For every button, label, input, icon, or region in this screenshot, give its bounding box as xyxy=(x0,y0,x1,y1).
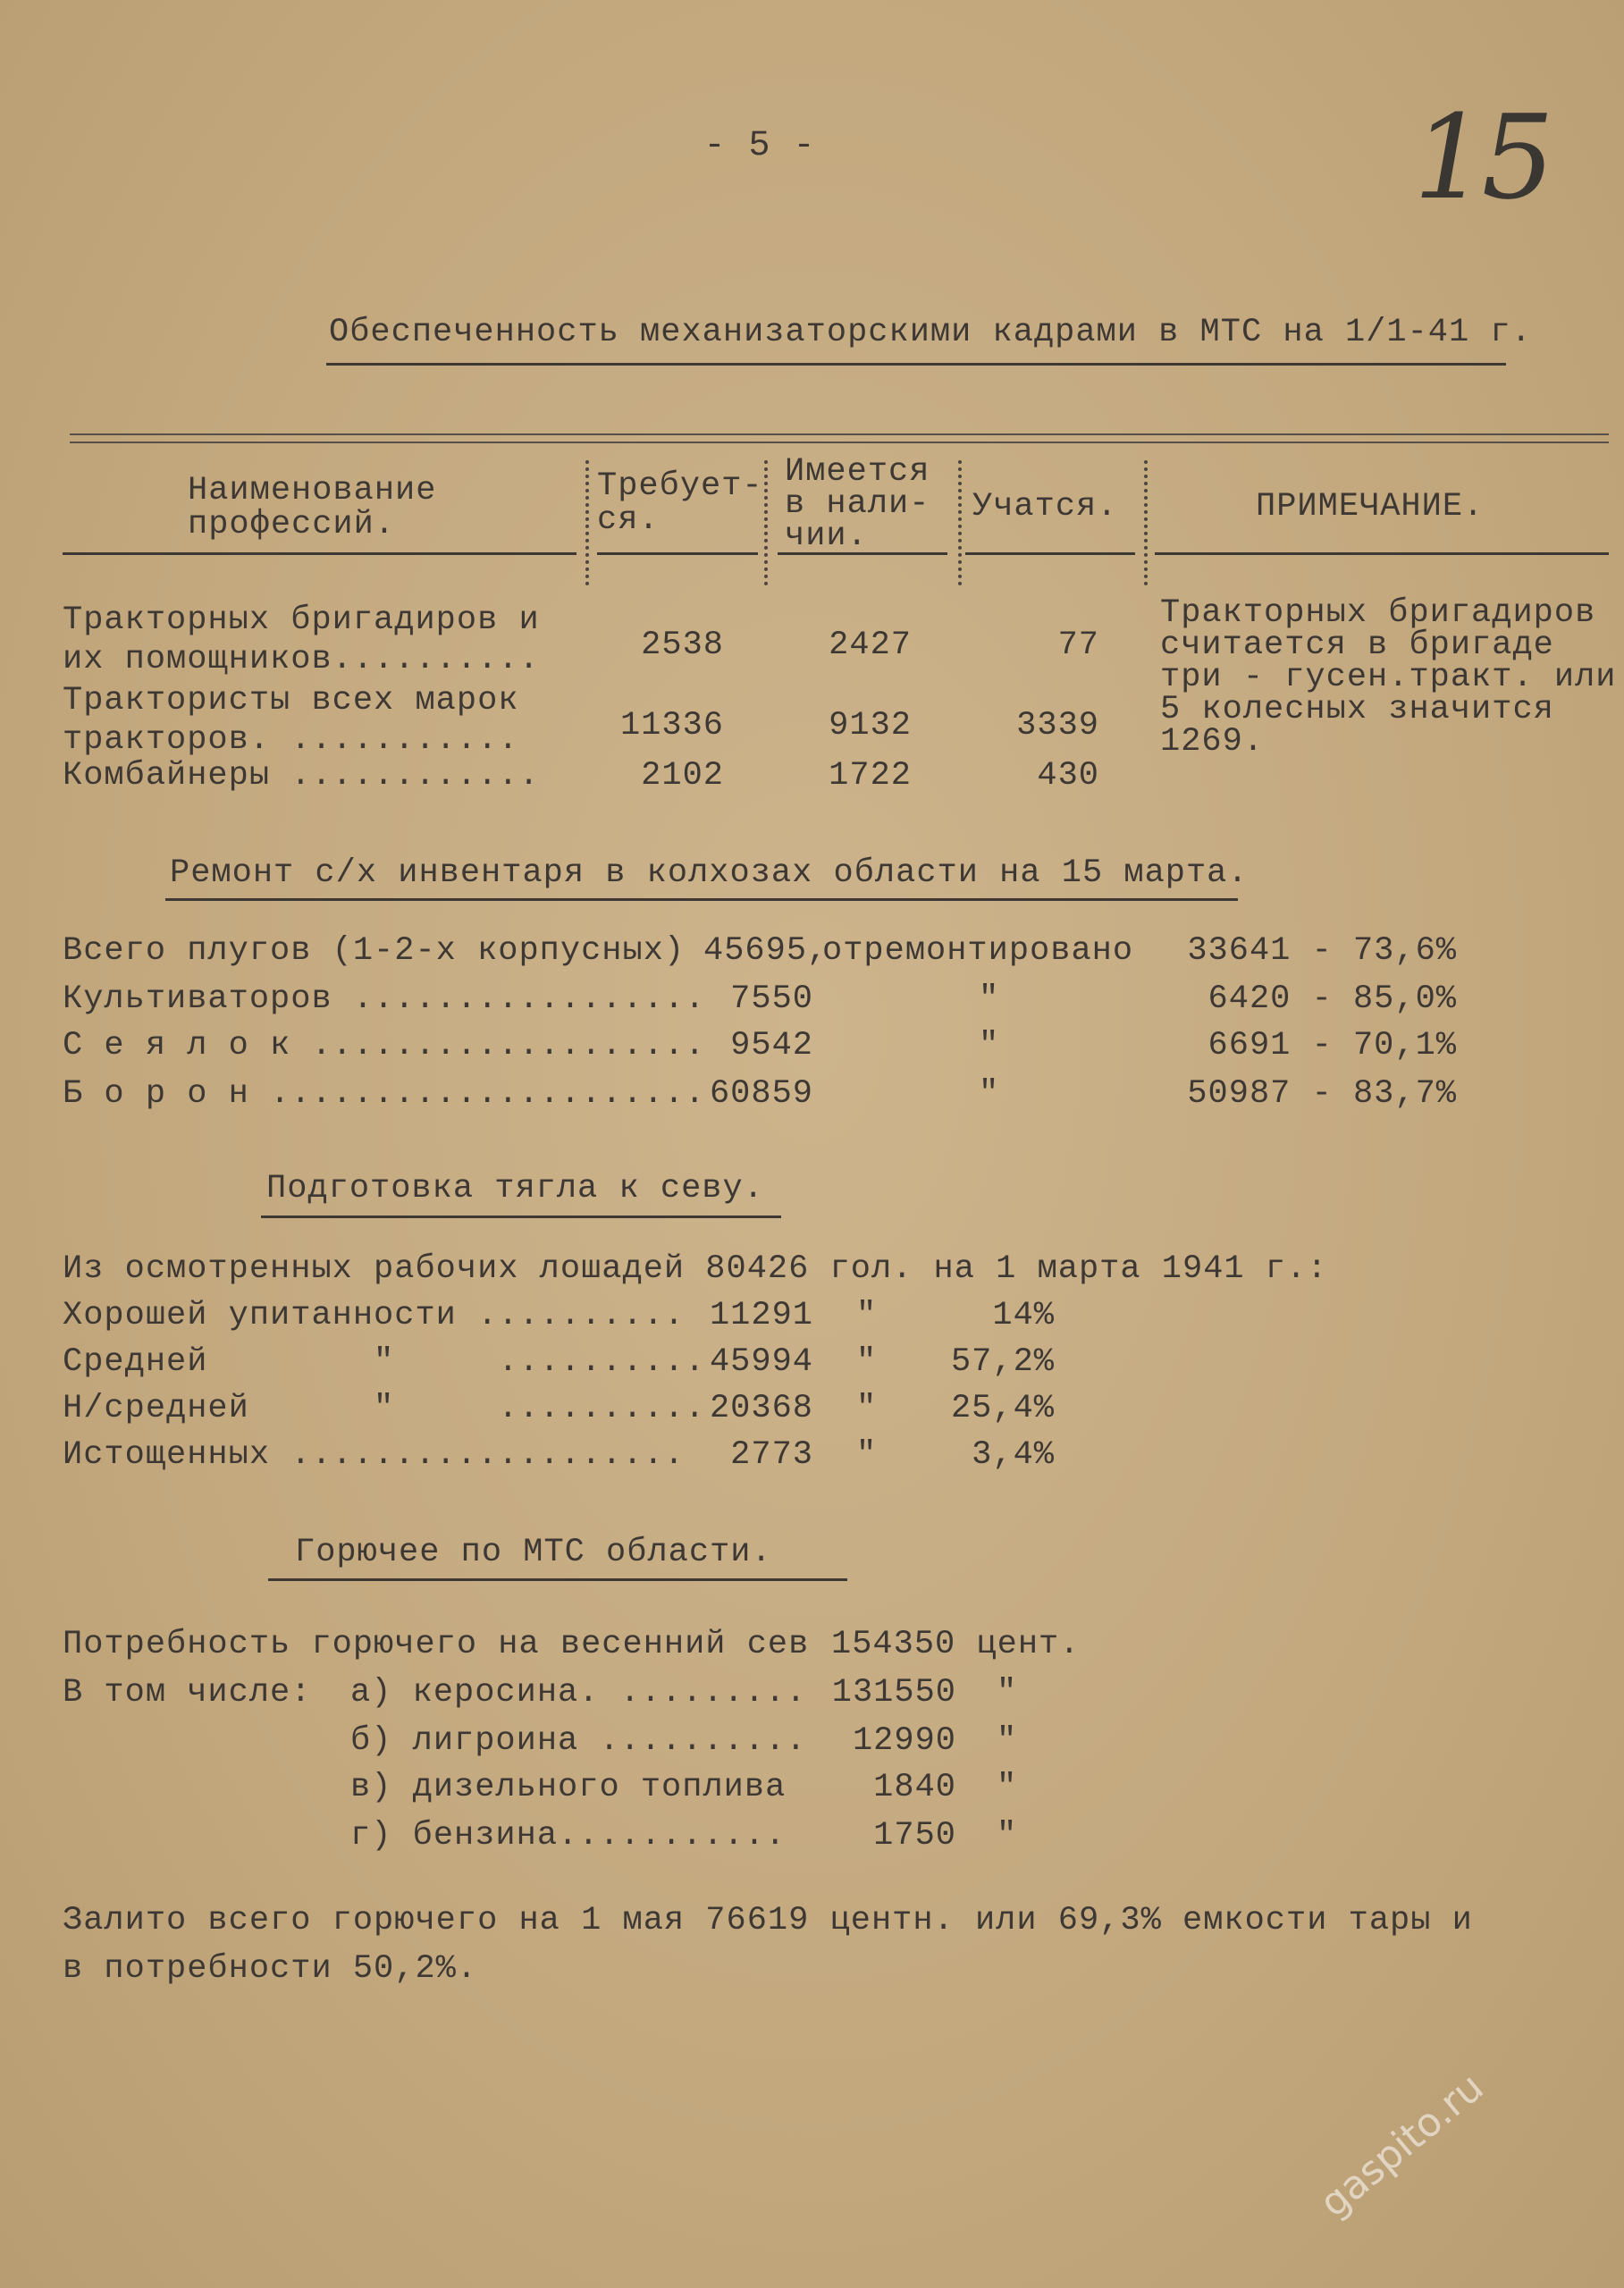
horse-row-name: Истощенных ................... xyxy=(63,1436,686,1474)
repair-row-total: 45695, xyxy=(703,932,829,970)
section2-title-underline xyxy=(165,898,1238,901)
repair-row-name: С е я л о к ................... xyxy=(63,1027,706,1064)
table-row-available: 9132 xyxy=(829,707,912,744)
horse-row-count: 11291 xyxy=(709,1297,813,1334)
fuel-item-value: 131550 xyxy=(831,1674,956,1712)
horse-row-percent: 57,2% xyxy=(950,1343,1055,1381)
section4-title: Горючее по МТС области. xyxy=(295,1534,772,1571)
repair-row-name: Всего плугов (1-2-х корпусных) xyxy=(63,932,686,970)
horse-row-mark: " xyxy=(856,1436,878,1474)
horse-row-mark: " xyxy=(856,1390,878,1427)
fuel-item-name: а) керосина. ......... xyxy=(350,1674,807,1712)
repair-row-total: 7550 xyxy=(730,980,813,1018)
fuel-item-mark: " xyxy=(997,1722,1018,1760)
table-row-name: Комбайнеры ............ xyxy=(63,757,540,795)
table-note: Тракторных бригадиров считается в бригаде три - гусен.тракт. или 5 колесных значится 1269. xyxy=(1160,594,1617,761)
column-divider xyxy=(764,460,768,585)
table-row-name: Трактористы всех марок тракторов. ........... xyxy=(63,682,519,759)
fuel-need-value: 154350 цент. xyxy=(831,1626,1081,1663)
header-profession: Наименование профессий. xyxy=(188,472,437,543)
horses-intro: Из осмотренных рабочих лошадей 80426 гол. на 1 марта 1941 г.: xyxy=(63,1250,1328,1288)
fuel-item-mark: " xyxy=(997,1769,1018,1806)
repair-row-repaired: 6691 - 70,1% xyxy=(1207,1027,1457,1064)
repair-row-repaired: 50987 - 83,7% xyxy=(1187,1075,1457,1113)
repair-row-name: Культиваторов ................. xyxy=(63,980,706,1018)
repair-row-repaired: 6420 - 85,0% xyxy=(1207,980,1457,1018)
fuel-summary: Залито всего горючего на 1 мая 76619 центн. или 69,3% емкости тары и в потребности 50,2%. xyxy=(63,1902,1473,1988)
header-available: Имеется в нали- чии. xyxy=(785,453,930,555)
horse-row-percent: 25,4% xyxy=(950,1390,1055,1427)
fuel-item-value: 1840 xyxy=(873,1769,956,1806)
horse-row-name: Хорошей упитанности .......... xyxy=(63,1297,686,1334)
header-underline xyxy=(1155,552,1609,555)
fuel-item-value: 1750 xyxy=(873,1817,956,1855)
table-row-required: 2102 xyxy=(641,757,724,795)
horse-row-percent: 3,4% xyxy=(972,1436,1055,1474)
fuel-item-mark: " xyxy=(997,1674,1018,1712)
table-row-studying: 430 xyxy=(1037,757,1099,795)
repair-row-label: отремонтировано xyxy=(822,932,1134,970)
column-divider xyxy=(1144,460,1148,585)
section1-title: Обеспеченность механизаторскими кадрами в МТС на 1/1-41 г. xyxy=(329,314,1532,351)
table-row-studying: 77 xyxy=(1057,627,1099,664)
fuel-item-name: в) дизельного топлива xyxy=(350,1769,787,1806)
horse-row-count: 20368 xyxy=(709,1390,813,1427)
fuel-item-name: г) бензина........... xyxy=(350,1817,787,1855)
page-number: - 5 - xyxy=(703,126,816,166)
section3-title: Подготовка тягла к севу. xyxy=(266,1170,764,1207)
table-row-name: Тракторных бригадиров и их помощников.......... xyxy=(63,601,540,678)
horse-row-name: Средней " .......... xyxy=(63,1343,706,1381)
section1-title-underline xyxy=(326,363,1506,366)
column-divider xyxy=(585,460,589,585)
fuel-need-label: Потребность горючего на весенний сев xyxy=(63,1626,810,1663)
repair-row-repaired: 33641 - 73,6% xyxy=(1187,932,1457,970)
handwritten-page-number: 15 xyxy=(1400,89,1561,225)
fuel-including-label: В том числе: xyxy=(63,1674,312,1712)
horse-row-count: 45994 xyxy=(709,1343,813,1381)
fuel-item-mark: " xyxy=(997,1817,1018,1855)
fuel-item-value: 12990 xyxy=(852,1722,956,1760)
repair-row-total: 60859 xyxy=(709,1075,813,1113)
section2-title: Ремонт с/х инвентаря в колхозах области на 15 марта. xyxy=(170,854,1249,892)
table-row-available: 1722 xyxy=(829,757,912,795)
header-note: ПРИМЕЧАНИЕ. xyxy=(1256,488,1485,526)
horse-row-mark: " xyxy=(856,1343,878,1381)
horse-row-name: Н/средней " .......... xyxy=(63,1390,706,1427)
repair-row-label: " xyxy=(979,1075,1000,1113)
horse-row-percent: 14% xyxy=(992,1297,1055,1334)
table-row-studying: 3339 xyxy=(1016,707,1099,744)
table-row-required: 11336 xyxy=(619,707,724,744)
repair-row-total: 9542 xyxy=(730,1027,813,1064)
fuel-item-name: б) лигроина .......... xyxy=(350,1722,807,1760)
table-top-rule xyxy=(70,433,1609,443)
watermark: gaspito.ru xyxy=(1311,2064,1493,2226)
header-required: Требует- ся. xyxy=(597,467,763,539)
header-underline xyxy=(965,552,1135,555)
table-row-available: 2427 xyxy=(829,627,912,664)
header-underline xyxy=(778,552,947,555)
repair-row-label: " xyxy=(979,980,1000,1018)
repair-row-name: Б о р о н ..................... xyxy=(63,1075,706,1113)
repair-row-label: " xyxy=(979,1027,1000,1064)
header-underline xyxy=(597,552,758,555)
section4-title-underline xyxy=(268,1578,847,1581)
section3-title-underline xyxy=(261,1216,781,1218)
horse-row-mark: " xyxy=(856,1297,878,1334)
header-studying: Учатся. xyxy=(972,488,1118,526)
column-divider xyxy=(958,460,962,585)
horse-row-count: 2773 xyxy=(730,1436,813,1474)
header-underline xyxy=(63,552,576,555)
table-row-required: 2538 xyxy=(641,627,724,664)
